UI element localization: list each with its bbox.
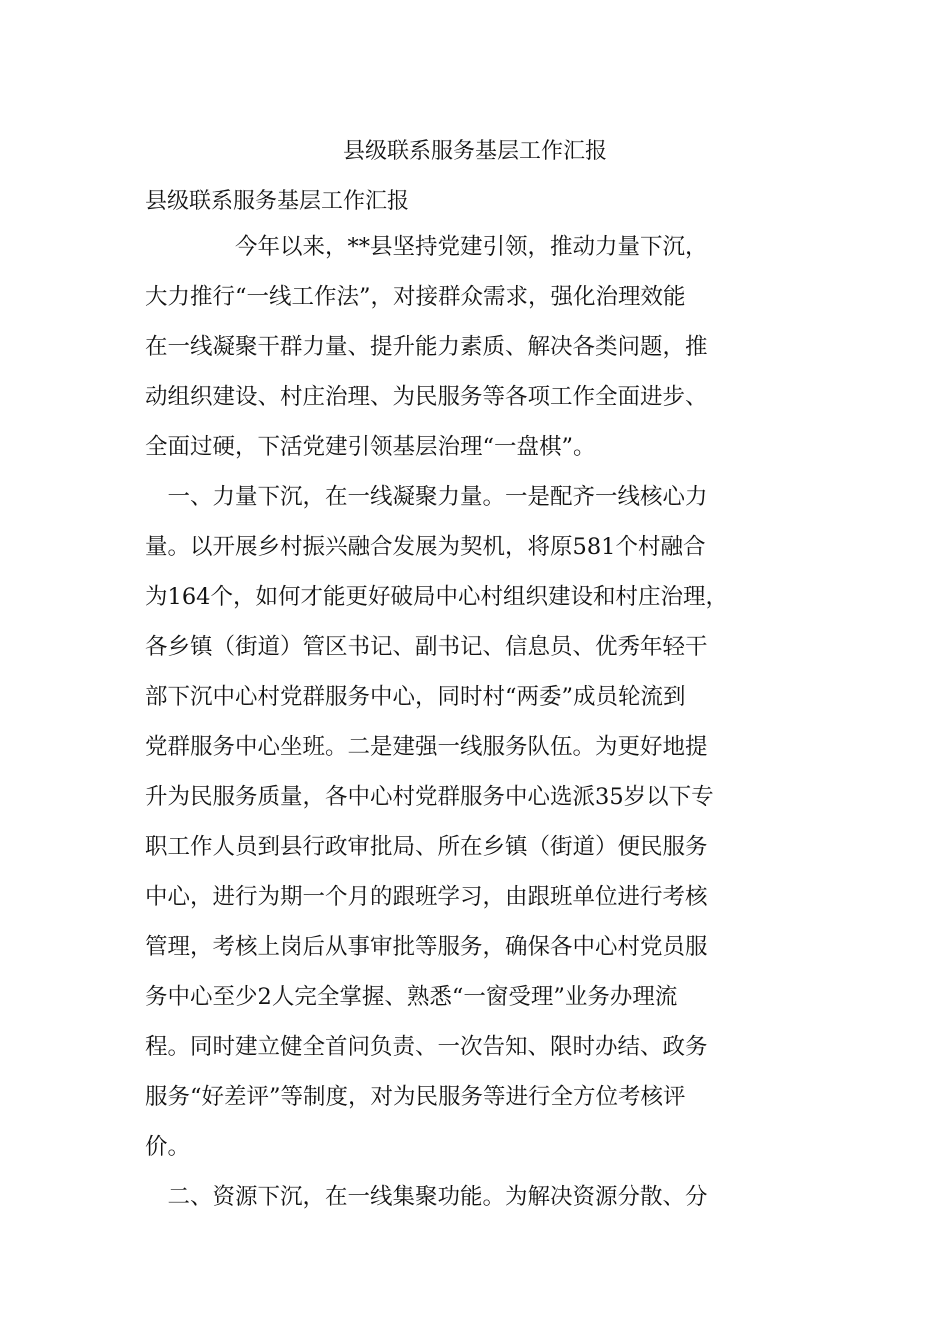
- paragraph-line: 二、资源下沉，在一线集聚功能。为解决资源分散、分: [145, 1184, 708, 1210]
- paragraph-line: 一、力量下沉，在一线凝聚力量。一是配齐一线核心力: [145, 484, 708, 510]
- paragraph-line: 在一线凝聚干群力量、提升能力素质、解决各类问题，推: [145, 334, 708, 360]
- paragraph-line: 量。以开展乡村振兴融合发展为契机，将原581个村融合: [145, 534, 706, 560]
- document-subtitle: 县级联系服务基层工作汇报: [145, 189, 410, 214]
- paragraph-line: 务中心至少2人完全掌握、熟悉“一窗受理”业务办理流: [145, 984, 678, 1010]
- paragraph-line: 党群服务中心坐班。二是建强一线服务队伍。为更好地提: [145, 734, 708, 760]
- paragraph-line: 大力推行“一线工作法”，对接群众需求，强化治理效能: [145, 284, 686, 310]
- document-title: 县级联系服务基层工作汇报: [342, 139, 607, 164]
- paragraph-line: 程。同时建立健全首问负责、一次告知、限时办结、政务: [145, 1034, 708, 1060]
- paragraph-line: 今年以来，**县坚持党建引领，推动力量下沉，: [145, 234, 708, 260]
- intro-paragraph: [145, 222, 825, 472]
- paragraph-line: 价。: [145, 1134, 191, 1160]
- paragraph-line: 职工作人员到县行政审批局、所在乡镇（街道）便民服务: [145, 834, 708, 860]
- paragraph-line: 中心，进行为期一个月的跟班学习，由跟班单位进行考核: [145, 884, 708, 910]
- paragraph-line: 管理，考核上岗后从事审批等服务，确保各中心村党员服: [145, 934, 708, 960]
- paragraph-line: 为164个，如何才能更好破局中心村组织建设和村庄治理，: [145, 584, 728, 610]
- paragraph-line: 升为民服务质量，各中心村党群服务中心选派35岁以下专: [145, 784, 714, 810]
- paragraph-line: 动组织建设、村庄治理、为民服务等各项工作全面进步、: [145, 384, 708, 410]
- section-2-paragraph: [145, 1172, 825, 1222]
- section-1-paragraph: [145, 472, 825, 1172]
- paragraph-line: 各乡镇（街道）管区书记、副书记、信息员、优秀年轻干: [145, 634, 708, 660]
- paragraph-line: 全面过硬，下活党建引领基层治理“一盘棋”。: [145, 434, 596, 460]
- paragraph-line: 服务“好差评”等制度，对为民服务等进行全方位考核评: [145, 1084, 686, 1110]
- paragraph-line: 部下沉中心村党群服务中心，同时村“两委”成员轮流到: [145, 684, 686, 710]
